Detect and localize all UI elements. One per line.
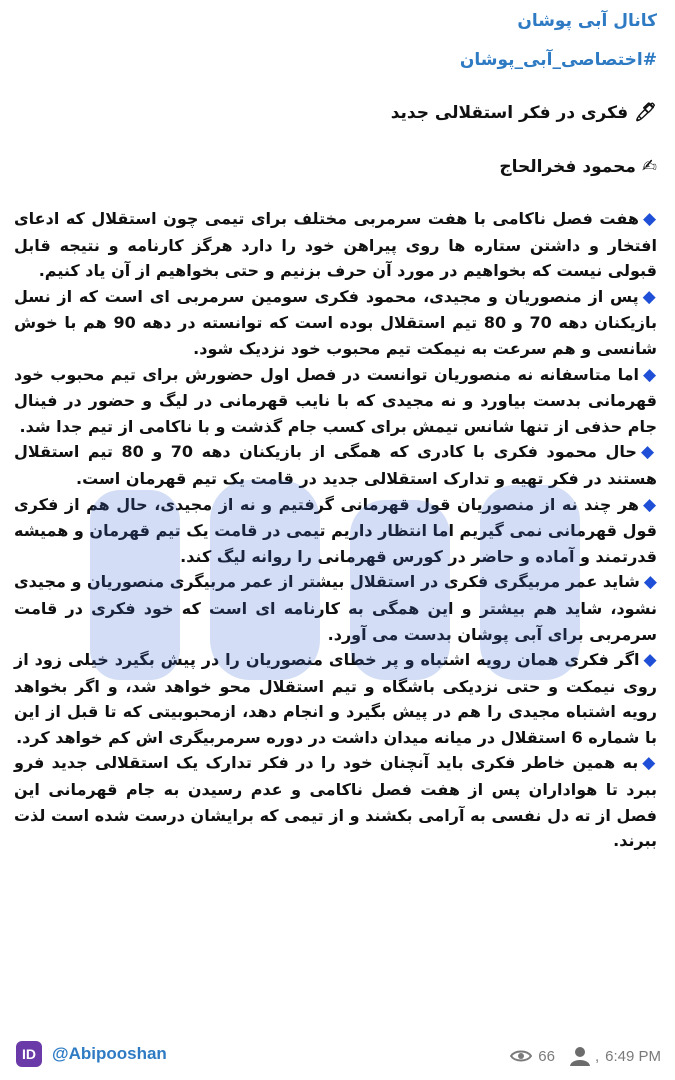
channel-handle-link[interactable]: @Abipooshan	[52, 1044, 167, 1063]
writing-hand-emoji-icon: ✍	[641, 156, 657, 177]
post-meta	[510, 1040, 661, 1072]
paragraph: ◆پس از منصوریان و مجیدی، محمود فکری سومین سرمربی ای است که از نسل بازیکنان دهه 70 و 80 تیم استقلال بوده است که توانسته در دهه 90 هم با خوش شانسی و هم سرعت به نیمکت تیم محبوب خود نزدیک شود.	[14, 286, 657, 358]
paragraph: ◆هر چند نه از منصوریان قول قهرمانی گرفتیم و نه از مجیدی، حال هم از فکری قول قهرمانی نمی گیریم اما انتظار داریم تیمی در قامت یک تیم قهرمان و همیشه قدرتمند و آماده و حاضر در کورس قهرمانی را روانه لیگ کند.	[14, 494, 657, 566]
id-badge-icon: ID	[16, 1041, 42, 1067]
eye-icon	[510, 1049, 532, 1063]
blue-diamond-icon: ◆	[642, 286, 657, 307]
paragraph: ◆اما متاسفانه نه منصوریان توانست در فصل اول حضورش برای تیم محبوب خود قهرمانی بدست بیاورد و نه مجیدی که با نایب قهرمانی در لیگ و حضور در فینال جام حذفی از تنها شانس تیمش برای کسب جام گذشت و با ناکامی از تیم جدا شد.	[14, 364, 658, 436]
view-count: 66	[538, 1047, 555, 1065]
blue-diamond-icon: ◆	[640, 442, 657, 463]
blue-diamond-icon: ◆	[643, 364, 658, 385]
paragraph: ◆هفت فصل ناکامی با هفت سرمربی مختلف برای تیمی چون استقلال که ادعای افتخار و داشتن ستاره ها روی پیراهن خود را دارد هرگز کارنامه و نتیجه قابل قبولی نیست که بخواهیم در مورد آن حرف بزنیم و حتی بخواهیم از آن یاد کنیم.	[14, 209, 658, 281]
post-footer	[0, 1036, 675, 1080]
post-body	[14, 206, 661, 854]
post-time: 6:49 PM	[605, 1047, 661, 1065]
post-author: محمود فخرالحاج	[499, 157, 636, 177]
blue-diamond-icon: ◆	[643, 572, 658, 593]
blue-diamond-icon: ◆	[642, 209, 658, 229]
post-author-line	[14, 152, 661, 182]
post-title-line	[14, 98, 661, 128]
paragraph: ◆حال محمود فکری با کادری که همگی از بازیکنان دهه 70 و 80 تیم استقلال هستند در فکر تهیه و تدارک استقلالی جدید در قامت یک تیم قهرمان است.	[14, 442, 657, 488]
blue-diamond-icon: ◆	[643, 650, 658, 671]
separator: ,	[594, 1047, 600, 1065]
paragraph: ◆اگر فکری همان رویه اشتباه و پر خطای منصوریان را در پیش بگیرد خیلی زود از روی نیمکت و حتی نزدیکی باشگاه و تیم استقلال محو خواهد شد، و اگر بخواهد رویه اشتباه مجیدی را هم در پیش بگیرد و انجام دهد، ازمحبوبیتی که تا قبل از این با شماره 6 استقلال در میانه میدان داشت در دوره سرمربیگری اش کم خواهد کرد.	[14, 650, 658, 747]
post-title: فکری در فکر استقلالی جدید	[390, 103, 629, 123]
user-icon	[569, 1046, 591, 1066]
hashtag-link[interactable]: #اختصاصی_آبی_پوشان	[459, 50, 657, 70]
channel-handle-group	[16, 1038, 167, 1070]
pen-emoji-icon: 🖊	[634, 102, 657, 123]
blue-diamond-icon: ◆	[642, 494, 657, 515]
channel-name[interactable]: کانال آبی پوشان	[517, 11, 657, 31]
paragraph: ◆شاید عمر مربیگری فکری در استقلال بیشتر از عمر مربیگری منصوریان و مجیدی نشود، شاید هم بیشتر و این همگی به کارنامه ای است که خود فکری در قامت سرمربی برای آبی پوشان بدست می آورد.	[14, 572, 658, 644]
paragraph: ◆به همین خاطر فکری باید آنچنان خود را در فکر تدارک یک استقلالی جدید فرو ببرد تا هواداران پس از هفت فصل ناکامی و عدم رسیدن به جام قهرمانی این فصل از ته دل نفسی به آرامی بکشند و از تیمی که برایشان درست شده است لذت ببرند.	[14, 753, 657, 851]
blue-diamond-icon: ◆	[642, 753, 657, 774]
